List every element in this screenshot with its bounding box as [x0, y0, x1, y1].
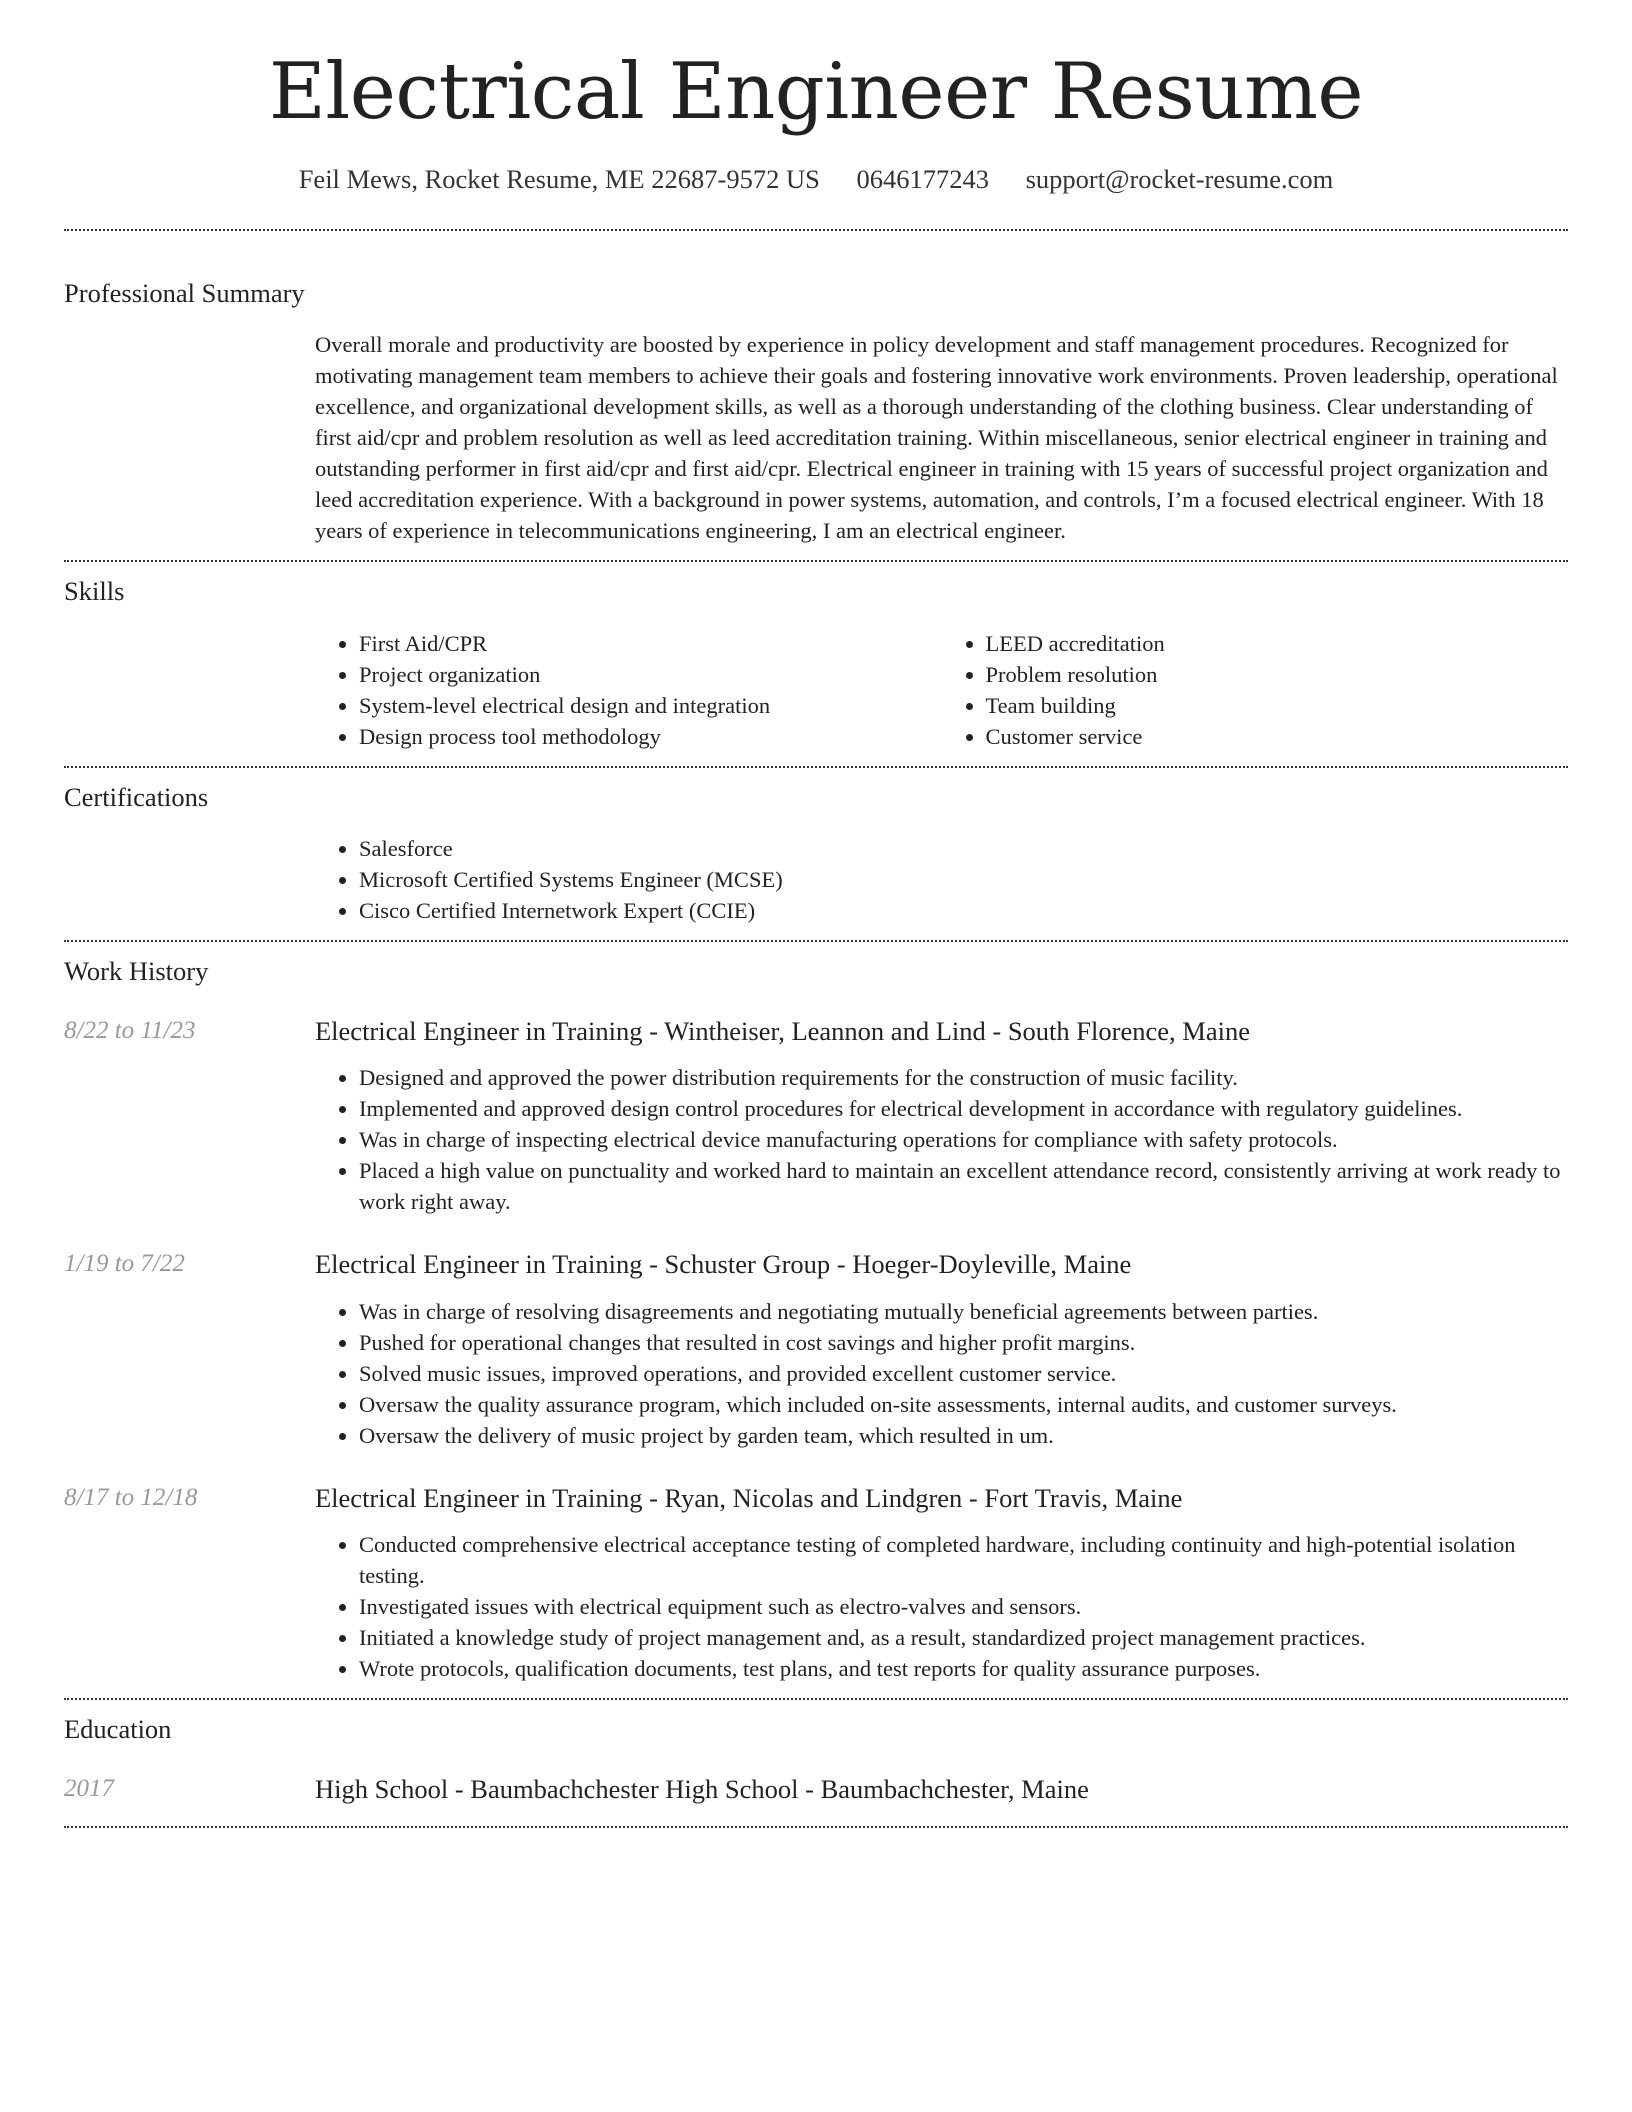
work-title: Electrical Engineer in Training - Wintheiser, Leannon and Lind - South Florence, Maine [315, 1015, 1250, 1046]
work-bullet: • Was in charge of inspecting electrical device manufacturing operations for compliance with safety protocols. [359, 1124, 1568, 1155]
skills-list-right [942, 628, 1569, 752]
education-heading: Education [64, 1714, 172, 1745]
summary-heading: Professional Summary [64, 277, 305, 308]
contact-email: support@rocket-resume.com [1025, 163, 1334, 194]
work-bullet: • Conducted comprehensive electrical acceptance testing of completed hardware, including continuity and high-potential isolation testing. [359, 1529, 1568, 1591]
work-title: Electrical Engineer in Training - Schuster Group - Hoeger-Doyleville, Maine [315, 1249, 1132, 1280]
skill-item: • Problem resolution [986, 659, 1569, 690]
certifications-list [315, 833, 1568, 926]
education-entry [64, 1773, 1568, 1804]
work-details [315, 1482, 1568, 1685]
education-entries [64, 1773, 1568, 1827]
work-bullet: • Solved music issues, improved operations, and provided excellent customer service. [359, 1358, 1568, 1389]
certification-item: • Cisco Certified Internetwork Expert (CCIE) [359, 895, 1568, 926]
summary-section [64, 231, 1568, 561]
work-bullet: • Placed a high value on punctuality and worked hard to maintain an excellent attendance record, consistently arriving at work ready to work right away. [359, 1155, 1568, 1217]
work-bullet: • Initiated a knowledge study of project management and, as a result, standardized project management practices. [359, 1622, 1568, 1653]
education-year: 2017 [64, 1774, 114, 1802]
certifications-section [64, 768, 1568, 941]
work-entry [64, 1015, 1568, 1218]
skill-item: • First Aid/CPR [359, 628, 942, 659]
education-section [64, 1700, 1568, 1826]
certification-item: • Microsoft Certified Systems Engineer (MCSE) [359, 864, 1568, 895]
summary-text: Overall morale and productivity are boosted by experience in policy development and staff management procedures. Recognized for motivating management team members to achieve their goals and fostering innovative work environments. Proven leadership, operational excellence, and organizational development skills, as well as a thorough understanding of the clothing business. Clear understanding of first aid/cpr and problem resolution as well as leed accreditation training. Within miscellaneous, senior electrical engineer in training and outstanding performer in first aid/cpr and first aid/cpr. Electrical engineer in training with 15 years of successful project organization and leed accreditation experience. With a background in power systems, automation, and controls, I’m a focused electrical engineer. With 18 years of experience in telecommunications engineering, I am an electrical engineer. [315, 332, 1558, 544]
work-bullet: • Oversaw the delivery of music project by garden team, which resulted in um. [359, 1420, 1568, 1451]
work-dates: 1/19 to 7/22 [64, 1250, 185, 1278]
resume-header [64, 0, 1568, 195]
work-bullet: • Pushed for operational changes that resulted in cost savings and higher profit margins. [359, 1327, 1568, 1358]
work-details [315, 1015, 1568, 1218]
education-title: High School - Baumbachchester High School - Baumbachchester, Maine [315, 1773, 1089, 1804]
certifications-heading: Certifications [64, 781, 209, 812]
work-dates: 8/22 to 11/23 [64, 1016, 196, 1044]
work-dates: 8/17 to 12/18 [64, 1483, 198, 1511]
skill-item: • Project organization [359, 659, 942, 690]
contact-phone: 0646177243 [856, 163, 989, 194]
work-bullet: • Oversaw the quality assurance program, which included on-site assessments, internal audits, and customer surveys. [359, 1389, 1568, 1420]
work-title: Electrical Engineer in Training - Ryan, Nicolas and Lindgren - Fort Travis, Maine [315, 1482, 1183, 1513]
work-bullet: • Investigated issues with electrical equipment such as electro-valves and sensors. [359, 1591, 1568, 1622]
section-divider [64, 1826, 1568, 1828]
skill-item: • Team building [986, 690, 1569, 721]
work-history-section [64, 942, 1568, 1698]
work-bullet: • Was in charge of resolving disagreements and negotiating mutually beneficial agreements between parties. [359, 1296, 1568, 1327]
skill-item: • System-level electrical design and integration [359, 690, 942, 721]
work-history-heading: Work History [64, 956, 209, 987]
skills-section [64, 562, 1568, 766]
certification-item: • Salesforce [359, 833, 1568, 864]
work-details [315, 1251, 1568, 1451]
skill-item: • Customer service [986, 721, 1569, 752]
certifications-content [315, 833, 1568, 940]
skills-grid [315, 628, 1568, 766]
work-bullets [315, 1062, 1568, 1217]
work-bullet: • Designed and approved the power distribution requirements for the construction of music facility. [359, 1062, 1568, 1093]
resume-title: Electrical Engineer Resume [268, 47, 1364, 137]
contact-line [64, 164, 1568, 195]
work-bullets [315, 1529, 1568, 1684]
skills-list-left [315, 628, 942, 752]
work-bullet: • Implemented and approved design control procedures for electrical development in accordance with regulatory guidelines. [359, 1093, 1568, 1124]
work-bullet: • Wrote protocols, qualification documents, test plans, and test reports for quality assurance purposes. [359, 1653, 1568, 1684]
skills-heading: Skills [64, 576, 125, 607]
contact-address: Feil Mews, Rocket Resume, ME 22687-9572 US [298, 163, 820, 194]
work-history-entries [64, 1015, 1568, 1699]
work-entry [64, 1482, 1568, 1685]
work-bullets [315, 1296, 1568, 1451]
skill-item: • LEED accreditation [986, 628, 1569, 659]
work-entry [64, 1251, 1568, 1451]
skill-item: • Design process tool methodology [359, 721, 942, 752]
